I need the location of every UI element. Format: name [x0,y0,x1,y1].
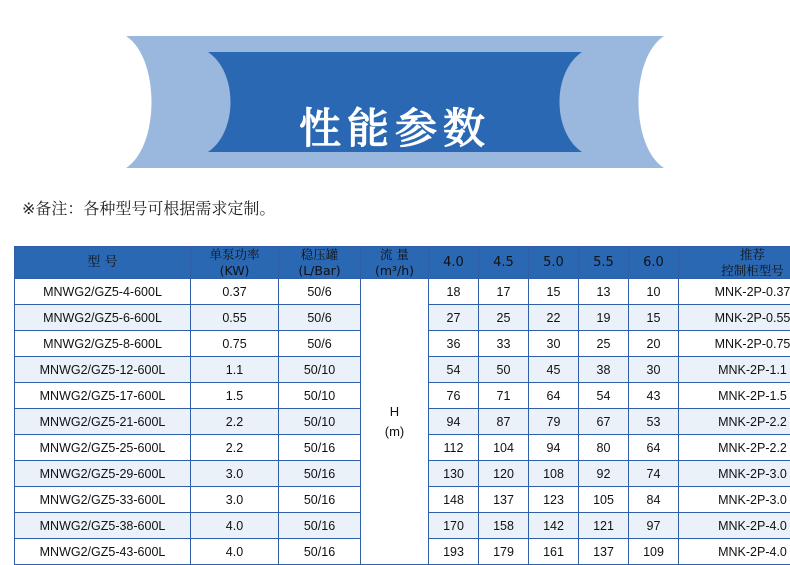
cell-tank: 50/6 [279,305,361,331]
cell-h-2: 142 [529,513,579,539]
cell-h-2: 123 [529,487,579,513]
cell-h-1: 17 [479,279,529,305]
cell-h-4: 74 [629,461,679,487]
cell-power: 0.55 [191,305,279,331]
cell-h-0: 148 [429,487,479,513]
cell-tank: 50/6 [279,331,361,357]
table-row [15,279,790,305]
cell-h-4: 43 [629,383,679,409]
cell-control-cabinet: MNK-2P-1.5 [679,383,790,409]
table-header-row [15,247,790,279]
cell-h-1: 179 [479,539,529,565]
cell-h-2: 64 [529,383,579,409]
cell-h-1: 25 [479,305,529,331]
cell-model: MNWG2/GZ5-33-600L [15,487,191,513]
header-ctrl-line1: 推荐 [740,247,765,262]
cell-h-0: 94 [429,409,479,435]
cell-tank: 50/6 [279,279,361,305]
cell-h-1: 137 [479,487,529,513]
cell-power: 4.0 [191,513,279,539]
cell-model: MNWG2/GZ5-6-600L [15,305,191,331]
cell-tank: 50/16 [279,461,361,487]
cell-model: MNWG2/GZ5-12-600L [15,357,191,383]
cell-control-cabinet: MNK-2P-2.2 [679,435,790,461]
header-flow-value-2: 5.0 [529,247,579,279]
cell-h-1: 158 [479,513,529,539]
cell-power: 2.2 [191,435,279,461]
cell-h-0: 112 [429,435,479,461]
header-tank-line2: (L/Bar) [298,263,340,278]
cell-h-3: 25 [579,331,629,357]
cell-h-0: 27 [429,305,479,331]
cell-h-2: 94 [529,435,579,461]
cell-h-3: 38 [579,357,629,383]
banner [0,36,790,168]
cell-power: 3.0 [191,487,279,513]
cell-h-4: 30 [629,357,679,383]
cell-model: MNWG2/GZ5-8-600L [15,331,191,357]
cell-h-0: 130 [429,461,479,487]
header-flow-value-1: 4.5 [479,247,529,279]
cell-power: 0.37 [191,279,279,305]
header-flow-line1: 流 量 [380,247,409,262]
header-tank [279,247,361,279]
cell-h-4: 97 [629,513,679,539]
cell-control-cabinet: MNK-2P-4.0 [679,539,790,565]
cell-control-cabinet: MNK-2P-1.1 [679,357,790,383]
cell-h-1: 33 [479,331,529,357]
header-flow-value-0: 4.0 [429,247,479,279]
header-flow [361,247,429,279]
header-flow-value-3: 5.5 [579,247,629,279]
cell-h-1: 120 [479,461,529,487]
cell-h-0: 36 [429,331,479,357]
cell-h-4: 109 [629,539,679,565]
cell-model: MNWG2/GZ5-38-600L [15,513,191,539]
cell-h-4: 53 [629,409,679,435]
cell-h-2: 161 [529,539,579,565]
cell-control-cabinet: MNK-2P-0.55 [679,305,790,331]
cell-model: MNWG2/GZ5-43-600L [15,539,191,565]
cell-h-3: 13 [579,279,629,305]
cell-h-0: 54 [429,357,479,383]
head-unit: (m) [361,422,428,442]
cell-h-3: 54 [579,383,629,409]
cell-h-2: 30 [529,331,579,357]
cell-control-cabinet: MNK-2P-3.0 [679,487,790,513]
header-power-line1: 单泵功率 [209,247,259,262]
cell-h-2: 79 [529,409,579,435]
header-control-cabinet [679,247,790,279]
cell-tank: 50/10 [279,357,361,383]
cell-h-4: 10 [629,279,679,305]
cell-h-0: 170 [429,513,479,539]
head-symbol: H [361,402,428,422]
table-body [15,279,790,565]
cell-model: MNWG2/GZ5-29-600L [15,461,191,487]
header-tank-line1: 稳压罐 [301,247,339,262]
cell-control-cabinet: MNK-2P-0.75 [679,331,790,357]
header-power-line2: (KW) [220,263,250,278]
cell-h-2: 22 [529,305,579,331]
cell-model: MNWG2/GZ5-25-600L [15,435,191,461]
cell-model: MNWG2/GZ5-17-600L [15,383,191,409]
performance-table-wrap [14,246,776,565]
cell-power: 1.1 [191,357,279,383]
cell-h-0: 76 [429,383,479,409]
performance-table [14,246,790,565]
cell-h-4: 20 [629,331,679,357]
cell-h-2: 108 [529,461,579,487]
note-text: ※备注：各种型号可根据需求定制。 [22,196,275,219]
cell-tank: 50/16 [279,539,361,565]
cell-tank: 50/16 [279,487,361,513]
header-model: 型 号 [15,247,191,279]
cell-tank: 50/16 [279,513,361,539]
cell-control-cabinet: MNK-2P-2.2 [679,409,790,435]
cell-h-3: 67 [579,409,629,435]
cell-h-4: 15 [629,305,679,331]
cell-h-1: 104 [479,435,529,461]
cell-h-4: 84 [629,487,679,513]
cell-h-1: 50 [479,357,529,383]
cell-tank: 50/16 [279,435,361,461]
cell-h-1: 87 [479,409,529,435]
cell-head-unit [361,279,429,565]
cell-control-cabinet: MNK-2P-0.37 [679,279,790,305]
table-header [15,247,790,279]
cell-h-0: 18 [429,279,479,305]
cell-h-2: 45 [529,357,579,383]
header-flow-line2: (m³/h) [375,263,414,278]
cell-control-cabinet: MNK-2P-3.0 [679,461,790,487]
cell-power: 0.75 [191,331,279,357]
cell-model: MNWG2/GZ5-21-600L [15,409,191,435]
cell-h-4: 64 [629,435,679,461]
cell-power: 2.2 [191,409,279,435]
cell-h-3: 80 [579,435,629,461]
header-flow-value-4: 6.0 [629,247,679,279]
cell-h-3: 19 [579,305,629,331]
cell-h-1: 71 [479,383,529,409]
cell-power: 3.0 [191,461,279,487]
cell-control-cabinet: MNK-2P-4.0 [679,513,790,539]
cell-h-3: 137 [579,539,629,565]
cell-tank: 50/10 [279,383,361,409]
header-power [191,247,279,279]
header-ctrl-line2: 控制柜型号 [721,263,784,278]
cell-h-3: 105 [579,487,629,513]
cell-h-3: 92 [579,461,629,487]
cell-h-0: 193 [429,539,479,565]
banner-title: 性能参数 [0,96,790,156]
cell-tank: 50/10 [279,409,361,435]
cell-model: MNWG2/GZ5-4-600L [15,279,191,305]
cell-power: 1.5 [191,383,279,409]
cell-power: 4.0 [191,539,279,565]
cell-h-3: 121 [579,513,629,539]
cell-h-2: 15 [529,279,579,305]
